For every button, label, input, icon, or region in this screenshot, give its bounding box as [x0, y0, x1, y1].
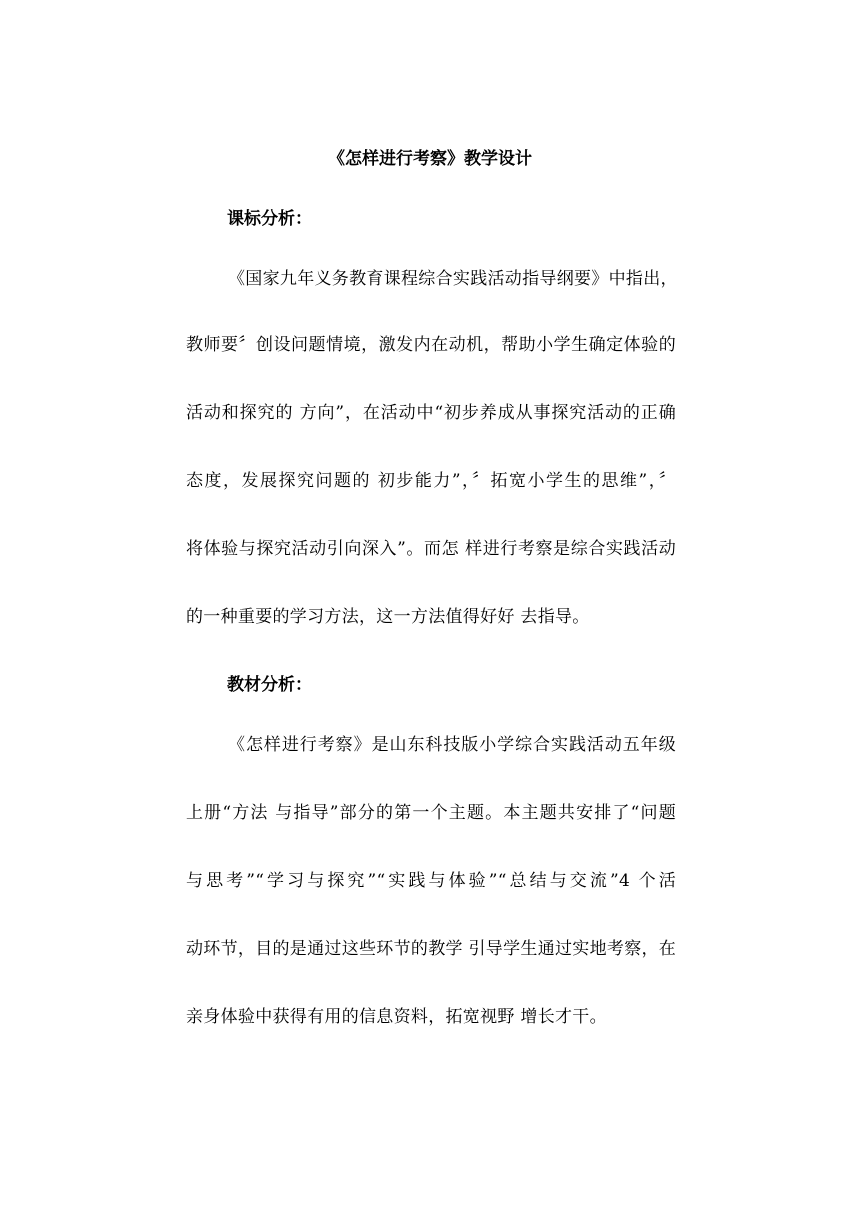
paragraph-line: 《国家九年义务教育课程综合实践活动指导纲要》中指出，	[228, 269, 678, 289]
paragraph-line: 《怎样进行考察》是山东科技版小学综合实践活动五年级	[228, 735, 676, 755]
paragraph-line: 上册“方法 与指导”部分的第一个主题。本主题共安排了“问题	[186, 803, 676, 823]
paragraph-line: 动环节，目的是通过这些环节的教学 引导学生通过实地考察，在	[186, 939, 677, 959]
section-heading-curriculum: 课标分析：	[227, 209, 312, 229]
document-title: 《怎样进行考察》教学设计	[328, 149, 532, 169]
paragraph-line: 的一种重要的学习方法，这一方法值得好好 去指导。	[186, 607, 590, 627]
paragraph-line: 与思考”“学习与探究”“实践与体验”“总结与交流”4 个活	[186, 871, 676, 891]
paragraph-line: 活动和探究的 方向”，在活动中“初步养成从事探究活动的正确	[186, 403, 676, 423]
paragraph-line: 态度，发展探究问题的 初步能力”，〞拓宽小学生的思维”，〞	[186, 471, 676, 491]
paragraph-line: 教师要〞创设问题情境，激发内在动机，帮助小学生确定体验的	[186, 335, 676, 355]
section-heading-textbook: 教材分析：	[227, 675, 312, 695]
paragraph-line: 亲身体验中获得有用的信息资料，拓宽视野 增长才干。	[186, 1007, 607, 1027]
paragraph-line: 将体验与探究活动引向深入”。而怎 样进行考察是综合实践活动	[186, 539, 676, 559]
